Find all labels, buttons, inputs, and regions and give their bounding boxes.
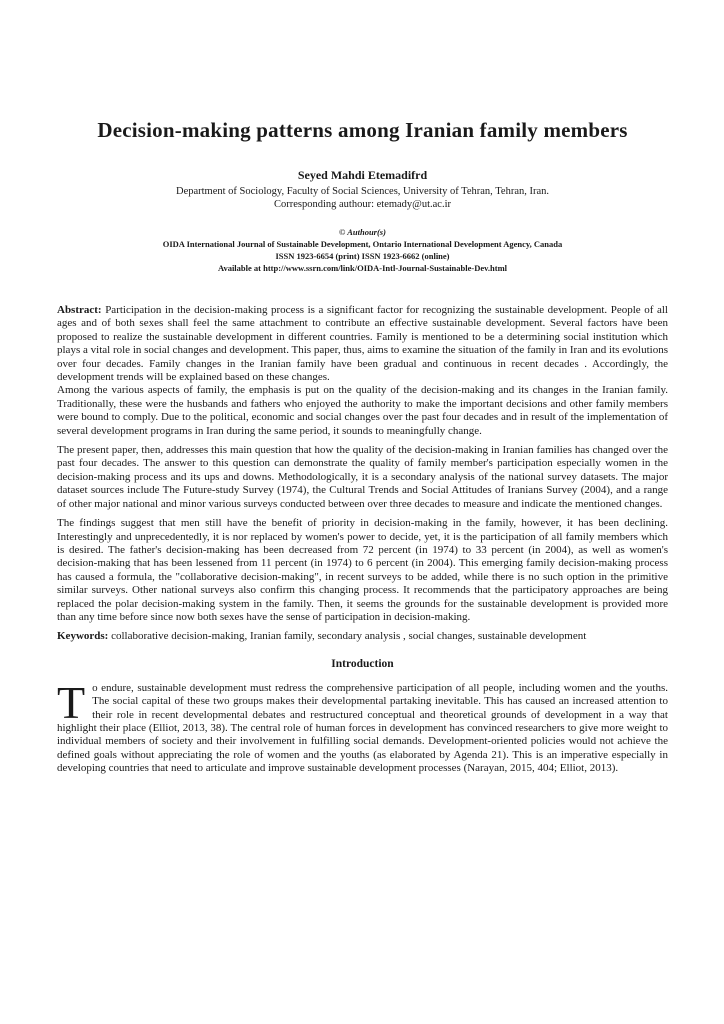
dropcap-letter: T (57, 676, 86, 728)
abstract-label: Abstract: (57, 304, 106, 316)
copyright-authors: © Authour(s) (339, 227, 386, 237)
copyright-issn: ISSN 1923-6654 (print) ISSN 1923-6662 (online) (275, 251, 450, 261)
byline-block (57, 168, 668, 211)
introduction-heading: Introduction (331, 657, 394, 670)
abstract-paragraph-2: Among the various aspects of family, the emphasis is put on the quality of the decision-making and its changes in the Iranian family. Traditionally, these were the husbands and fathers who enjoyed the authority to make the important decisions and other family members were bound to comply. Due to the political, economic and social changes over the past four decades and in result of the implementation of several development programs in Iran during the same period, it sounds to meaningfully change. (57, 384, 668, 437)
introduction-paragraph (57, 676, 668, 776)
page-title: Decision-making patterns among Iranian family members (97, 118, 628, 142)
keywords-label: Keywords: (57, 630, 112, 643)
abstract-text-1: Participation in the decision-making process is a significant factor for recognizing the sustainable development. People of all ages and of both sexes shall feel the same attachment to contribute an effective sustainable development. Several factors have been proposed to realize the sustainable development in different countries. Family is mentioned to be a determining social institution which plays a vital role in social changes and development. This paper, thus, aims to examine the situation of the family in Iran and its evolutions over four decades. Family changes in the Iranian family have been gradual and continuous in recent decades . Accordingly, the development trends will be explained based on these changes. (57, 304, 668, 384)
author-affiliation: Department of Sociology, Faculty of Social Sciences, University of Tehran, Tehran, Iran. (175, 186, 550, 197)
keywords-text: collaborative decision-making, Iranian family, secondary analysis , social changes, sustainable development (111, 630, 587, 643)
corresponding-author: Corresponding authour: etemady@ut.ac.ir (273, 198, 452, 210)
copyright-availability: Available at http://www.ssrn.com/link/OIDA-Intl-Journal-Sustainable-Dev.html (217, 263, 508, 273)
abstract-paragraph-4: The findings suggest that men still have the benefit of priority in decision-making in the family, however, it has been declining. Interestingly and unprecedentedly, it is nor replaced by women's power to decide, yet, it is the participation of all family members which is desired. The father's decision-making has been decreased from 72 percent (in 1974) to 33 percent (in 2004), as well as women's decision-making that has been lessened from 11 percent (in 1974) to 6 percent (in 2004). This emerging family decision-making process has caused a formula, the "collaborative decision-making", in recent surveys to be added, while there is no such option in the primitive similar surveys. Other national surveys also confirm this changing process. It recommends that the participatory approaches are being replaced the polar decision-making system in the family. Then, it seems the grounds for the sustainable development is provided more than any time before since now both sexes have the sense of participation in decision-making. (57, 517, 668, 623)
abstract-section (57, 304, 668, 624)
copyright-journal: OIDA International Journal of Sustainable Development, Ontario International Development Agency, Canada (162, 239, 563, 249)
abstract-paragraph-1 (57, 304, 668, 384)
introduction-text: o endure, sustainable development must redress the comprehensive participation of all people, including women and the youths. The social capital of these two groups makes their developmental partaking inevitable. This has caused an increased attention to their role in recent developmental debates and restructured conceptual and theoretical grounds of development in a way that highlight their place (Elliot, 2013, 38). The central role of human forces in development has convinced researchers to give more weight to individual members of society and their involvement in fulfilling social demands. Development-oriented policies would not achieve the defined goals without appreciating the role of women and the youths (as elaborated by Agenda 21). This is an imperative especially in developing countries that need to articulate and improve sustainable development processes (Narayan, 2015, 404; Elliot, 2013). (57, 681, 668, 775)
author-name: Seyed Mahdi Etemadifrd (297, 168, 428, 182)
abstract-paragraph-3: The present paper, then, addresses this main question that how the quality of the decision-making in Iranian families has changed over the past four decades. The answer to this question can demonstrate the quality of family member's participation especially women in the decision-making process and its ups and downs. Methodologically, it is a secondary analysis of the national survey datasets. The major dataset sources include The Future-study Survey (1974), the Cultural Trends and Social Attitudes of Iranians Survey (2004), and a range of other major national and minor various surveys conducted between over three decades to measure and indicate the mentioned changes. (57, 444, 668, 510)
copyright-block (57, 226, 668, 274)
keywords-section (57, 630, 668, 643)
